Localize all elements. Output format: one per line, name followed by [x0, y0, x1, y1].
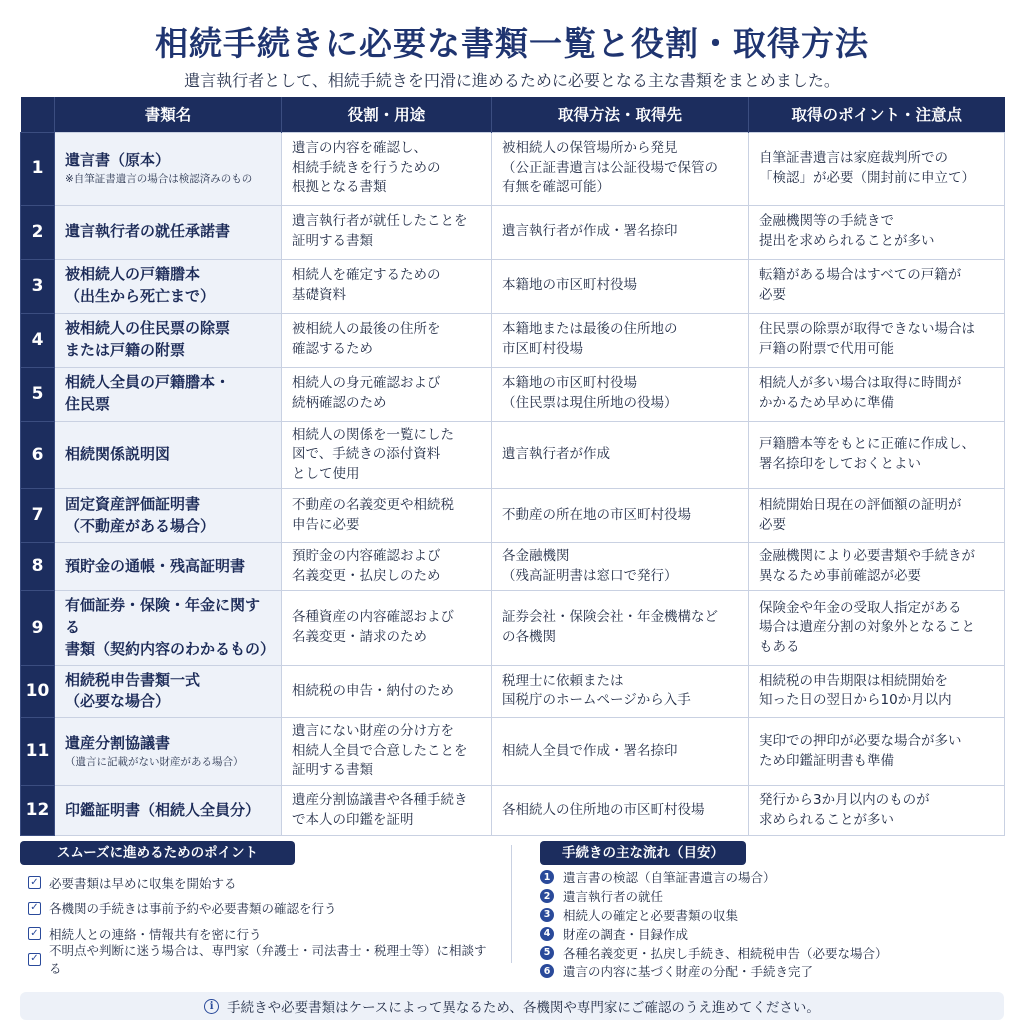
table-header-row — [21, 97, 1005, 132]
checkbox-icon: ✓ — [28, 953, 41, 966]
point-cell: 金融機関等の手続きで 提出を求められることが多い — [749, 205, 1005, 259]
document-name: 遺産分割協議書 — [65, 734, 171, 753]
tips-heading: スムーズに進めるためのポイント — [20, 841, 295, 865]
footer-text: 手続きや必要書類はケースによって異なるため、各機関や専門家にご確認のうえ進めてください。 — [227, 1000, 820, 1016]
row-number: 1 — [21, 132, 55, 205]
step-number-icon: 2 — [540, 889, 554, 903]
table-row — [21, 205, 1005, 259]
column-header-points: 取得のポイント・注意点 — [749, 97, 1005, 132]
method-cell: 遺言執行者が作成・署名捺印 — [492, 205, 749, 259]
table-row — [21, 132, 1005, 205]
table-row — [21, 259, 1005, 313]
step-number-icon: 1 — [540, 870, 554, 884]
column-header-method: 取得方法・取得先 — [492, 97, 749, 132]
list-item: 3 相続人の確定と必要書類の収集 — [540, 906, 1010, 925]
row-number: 12 — [21, 786, 55, 836]
row-number: 6 — [21, 421, 55, 489]
role-cell: 各種資産の内容確認および 名義変更・請求のため — [282, 591, 492, 665]
document-name: 有価証券・保険・年金に関する 書類（契約内容のわかるもの） — [65, 596, 276, 658]
role-cell: 相続人の身元確認および 続柄確認のため — [282, 367, 492, 421]
row-number: 8 — [21, 543, 55, 591]
document-name: 預貯金の通帳・残高証明書 — [65, 556, 246, 575]
document-name: 固定資産評価証明書 （不動産がある場合） — [65, 494, 216, 535]
checkbox-icon: ✓ — [28, 876, 41, 889]
document-name-cell — [55, 313, 282, 367]
table-row — [21, 313, 1005, 367]
method-cell: 各金融機関 （残高証明書は窓口で発行） — [492, 543, 749, 591]
point-cell: 保険金や年金の受取人指定がある 場合は遺産分割の対象外となること もある — [749, 591, 1005, 665]
table-row — [21, 421, 1005, 489]
document-name: 遺言執行者の就任承諾書 — [65, 222, 231, 241]
document-name: 被相続人の住民票の除票 または戸籍の附票 — [65, 319, 231, 359]
role-cell: 預貯金の内容確認および 名義変更・払戻しのため — [282, 543, 492, 591]
row-number: 3 — [21, 259, 55, 313]
list-item: ✓ 不明点や判断に迷う場合は、専門家（弁護士・司法書士・税理士等）に相談する — [28, 947, 498, 973]
point-cell: 自筆証書遺言は家庭裁判所での 「検認」が必要（開封前に申立て） — [749, 132, 1005, 205]
role-cell: 遺言の内容を確認し、 相続手続きを行うための 根拠となる書類 — [282, 132, 492, 205]
step-number-icon: 5 — [540, 946, 554, 960]
method-cell: 本籍地の市区町村役場 （住民票は現住所地の役場） — [492, 367, 749, 421]
page-title: 相続手続きに必要な書類一覧と役割・取得方法 — [155, 24, 869, 63]
row-number: 10 — [21, 665, 55, 718]
checkbox-icon: ✓ — [28, 927, 41, 940]
point-cell: 転籍がある場合はすべての戸籍が 必要 — [749, 259, 1005, 313]
step-number-icon: 3 — [540, 908, 554, 922]
step-number-icon: 6 — [540, 964, 554, 978]
document-name-cell — [55, 367, 282, 421]
point-cell: 相続税の申告期限は相続開始を 知った日の翌日から10か月以内 — [749, 665, 1005, 718]
method-cell: 各相続人の住所地の市区町村役場 — [492, 786, 749, 836]
table-row — [21, 489, 1005, 543]
section-divider — [511, 845, 512, 963]
row-number: 9 — [21, 591, 55, 665]
document-name-cell — [55, 489, 282, 543]
method-cell: 税理士に依頼または 国税庁のホームページから入手 — [492, 665, 749, 718]
method-cell: 相続人全員で作成・署名捺印 — [492, 718, 749, 786]
role-cell: 遺産分割協議書や各種手続き で本人の印鑑を証明 — [282, 786, 492, 836]
list-item: ✓ 必要書類は早めに収集を開始する — [28, 870, 498, 896]
document-name-cell — [55, 786, 282, 836]
checkbox-icon: ✓ — [28, 902, 41, 915]
document-name: 遺言書（原本） — [65, 151, 171, 170]
document-name: 相続関係説明図 — [65, 444, 171, 463]
point-cell: 金融機関により必要書類や手続きが 異なるため事前確認が必要 — [749, 543, 1005, 591]
flow-heading: 手続きの主な流れ（目安） — [540, 841, 746, 865]
role-cell: 遺言にない財産の分け方を 相続人全員で合意したことを 証明する書類 — [282, 718, 492, 786]
table-row — [21, 718, 1005, 786]
document-name-cell — [55, 543, 282, 591]
document-name-cell — [55, 205, 282, 259]
role-cell: 遺言執行者が就任したことを 証明する書類 — [282, 205, 492, 259]
table-row — [21, 786, 1005, 836]
point-cell: 住民票の除票が取得できない場合は 戸籍の附票で代用可能 — [749, 313, 1005, 367]
table-row — [21, 543, 1005, 591]
document-name: 被相続人の戸籍謄本 （出生から死亡まで） — [65, 265, 216, 305]
document-name: 相続人全員の戸籍謄本・ 住民票 — [65, 373, 231, 413]
role-cell: 不動産の名義変更や相続税 申告に必要 — [282, 489, 492, 543]
table-row — [21, 591, 1005, 665]
method-cell: 証券会社・保険会社・年金機構など の各機関 — [492, 591, 749, 665]
table-row — [21, 665, 1005, 718]
document-name: 印鑑証明書（相続人全員分） — [65, 800, 261, 819]
method-cell: 本籍地の市区町村役場 — [492, 259, 749, 313]
document-note: ※自筆証書遺言の場合は検認済みのもの — [65, 172, 253, 185]
document-name-cell — [55, 421, 282, 489]
tips-list — [28, 870, 498, 977]
role-cell: 相続人を確定するための 基礎資料 — [282, 259, 492, 313]
document-name-cell — [55, 259, 282, 313]
method-cell: 本籍地または最後の住所地の 市区町村役場 — [492, 313, 749, 367]
row-number: 7 — [21, 489, 55, 543]
column-header-role: 役割・用途 — [282, 97, 492, 132]
document-name: 相続税申告書類一式 （必要な場合） — [65, 670, 201, 711]
point-cell: 相続人が多い場合は取得に時間が かかるため早めに準備 — [749, 367, 1005, 421]
role-cell: 相続税の申告・納付のため — [282, 665, 492, 718]
row-number: 2 — [21, 205, 55, 259]
list-item: 1 遺言書の検認（自筆証書遺言の場合） — [540, 868, 1010, 887]
row-number: 4 — [21, 313, 55, 367]
info-icon: i — [204, 999, 219, 1014]
role-cell: 相続人の関係を一覧にした 図で、手続きの添付資料 として使用 — [282, 421, 492, 489]
row-number: 11 — [21, 718, 55, 786]
method-cell: 被相続人の保管場所から発見 （公正証書遺言は公証役場で保管の 有無を確認可能） — [492, 132, 749, 205]
list-item: ✓ 相続人との連絡・情報共有を密に行う — [28, 921, 498, 947]
table-body — [21, 132, 1005, 836]
document-name-cell — [55, 591, 282, 665]
flow-steps-list — [540, 868, 1010, 981]
point-cell: 戸籍謄本等をもとに正確に作成し、 署名捺印をしておくとよい — [749, 421, 1005, 489]
point-cell: 発行から3か月以内のものが 求められることが多い — [749, 786, 1005, 836]
document-note: （遺言に記載がない財産がある場合） — [65, 755, 244, 768]
table-row — [21, 367, 1005, 421]
list-item: 5 各種名義変更・払戻し手続き、相続税申告（必要な場合） — [540, 943, 1010, 962]
document-name-cell — [55, 665, 282, 718]
method-cell: 遺言執行者が作成 — [492, 421, 749, 489]
step-number-icon: 4 — [540, 927, 554, 941]
list-item: 2 遺言執行者の就任 — [540, 887, 1010, 906]
document-name-cell — [55, 718, 282, 786]
page-subtitle: 遺言執行者として、相続手続きを円滑に進めるために必要となる主な書類をまとめました。 — [184, 71, 840, 90]
point-cell: 相続開始日現在の評価額の証明が 必要 — [749, 489, 1005, 543]
list-item: ✓ 各機関の手続きは事前予約や必要書類の確認を行う — [28, 896, 498, 922]
column-header-number — [21, 97, 55, 132]
point-cell: 実印での押印が必要な場合が多い ため印鑑証明書も準備 — [749, 718, 1005, 786]
role-cell: 被相続人の最後の住所を 確認するため — [282, 313, 492, 367]
list-item: 6 遺言の内容に基づく財産の分配・手続き完了 — [540, 962, 1010, 981]
column-header-document-name: 書類名 — [55, 97, 282, 132]
document-name-cell — [55, 132, 282, 205]
method-cell: 不動産の所在地の市区町村役場 — [492, 489, 749, 543]
row-number: 5 — [21, 367, 55, 421]
list-item: 4 財産の調査・目録作成 — [540, 924, 1010, 943]
footer-note — [20, 992, 1004, 1020]
documents-table — [20, 97, 1005, 836]
